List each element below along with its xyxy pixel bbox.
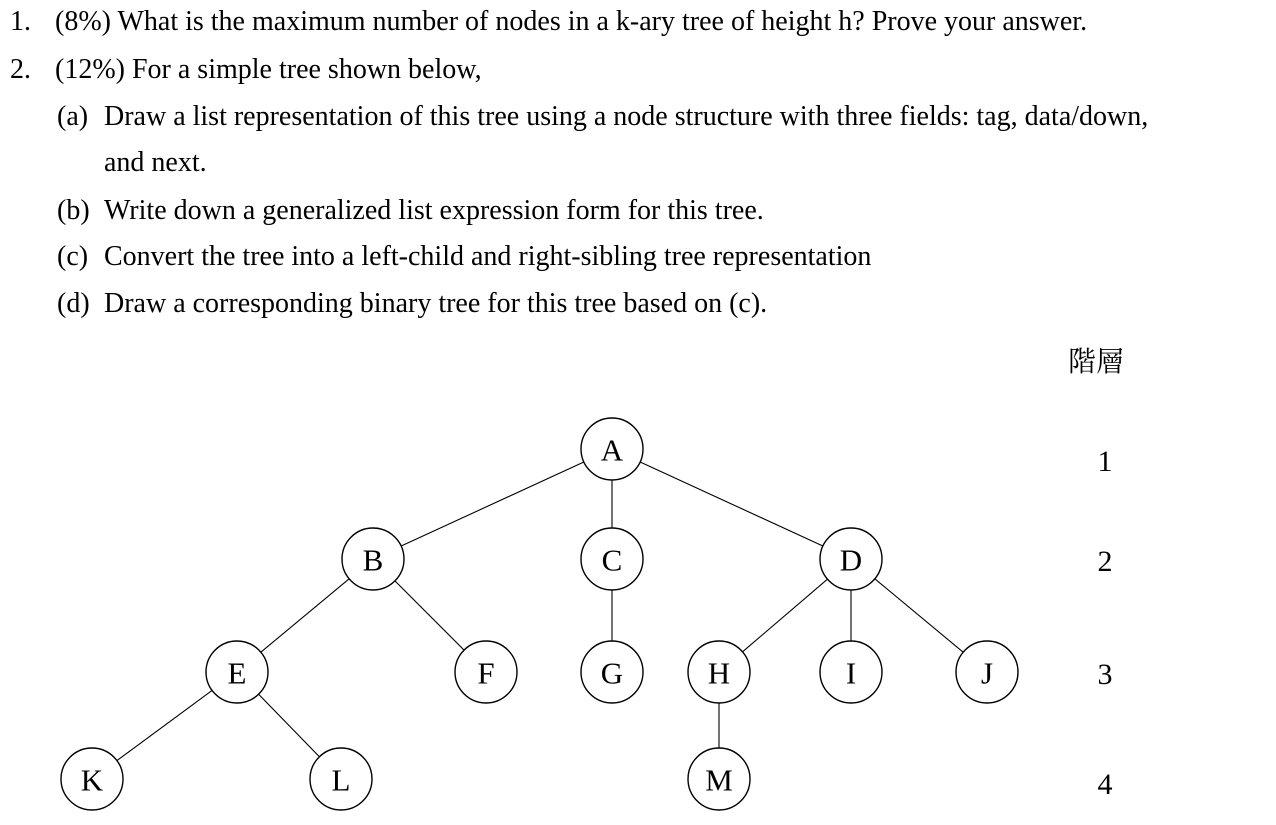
edge-b-e bbox=[261, 579, 349, 652]
edge-a-b bbox=[401, 462, 584, 546]
tree-node-f bbox=[455, 641, 517, 703]
tree-node-label: I bbox=[845, 655, 857, 691]
edge-b-f bbox=[395, 581, 464, 650]
tree-node-j bbox=[956, 641, 1018, 703]
tree-node-label: E bbox=[227, 655, 247, 691]
tree-node-label: J bbox=[980, 655, 994, 691]
edge-e-l bbox=[259, 694, 320, 757]
level-number-1: 1 bbox=[1097, 445, 1113, 478]
tree-node-e bbox=[206, 641, 268, 703]
edge-d-h bbox=[743, 579, 828, 652]
tree-node-d bbox=[820, 528, 882, 590]
tree-node-m bbox=[688, 748, 750, 810]
tree-node-label: C bbox=[601, 542, 623, 578]
tree-node-k bbox=[61, 748, 123, 810]
tree-node-label: H bbox=[707, 655, 731, 691]
tree-node-label: F bbox=[477, 655, 495, 691]
part-a-label: (a) bbox=[57, 101, 89, 132]
part-c-text: Convert the tree into a left-child and right-sibling tree representation bbox=[104, 241, 872, 272]
part-a-continuation: and next. bbox=[104, 147, 207, 178]
question-1-text: (8%) What is the maximum number of nodes in a k-ary tree of height h? Prove your answer. bbox=[55, 6, 1088, 37]
level-column-title: 階層 bbox=[1068, 345, 1125, 378]
tree-node-label: L bbox=[331, 762, 351, 798]
tree-node-label: K bbox=[80, 762, 104, 798]
level-number-4: 4 bbox=[1097, 768, 1113, 801]
part-c-label: (c) bbox=[57, 241, 89, 272]
tree-node-label: G bbox=[600, 655, 624, 691]
edge-a-d bbox=[640, 462, 823, 546]
question-2-text: (12%) For a simple tree shown below, bbox=[55, 54, 482, 85]
level-number-2: 2 bbox=[1097, 545, 1113, 578]
tree-node-label: D bbox=[839, 542, 863, 578]
tree-node-a bbox=[581, 418, 643, 480]
tree-node-label: B bbox=[362, 542, 384, 578]
tree-node-c bbox=[581, 528, 643, 590]
tree-node-b bbox=[342, 528, 404, 590]
level-number-3: 3 bbox=[1097, 658, 1113, 691]
part-a-text: Draw a list representation of this tree using a node structure with three fields: tag, data/down, bbox=[104, 101, 1149, 132]
part-b-text: Write down a generalized list expression form for this tree. bbox=[104, 195, 764, 226]
tree-edges bbox=[117, 462, 963, 761]
tree-node-l bbox=[310, 748, 372, 810]
part-d-label: (d) bbox=[57, 288, 90, 319]
tree-node-label: M bbox=[705, 762, 733, 798]
edge-e-k bbox=[117, 690, 212, 760]
part-d-text: Draw a corresponding binary tree for this tree based on (c). bbox=[104, 288, 768, 319]
part-b-label: (b) bbox=[57, 195, 90, 226]
tree-node-label: A bbox=[600, 432, 624, 468]
tree-node-i bbox=[820, 641, 882, 703]
tree-nodes bbox=[61, 418, 1018, 810]
tree-node-g bbox=[581, 641, 643, 703]
question-2-number: 2. bbox=[10, 54, 31, 85]
edge-d-j bbox=[875, 579, 963, 652]
question-1-number: 1. bbox=[10, 6, 31, 37]
tree-node-h bbox=[688, 641, 750, 703]
